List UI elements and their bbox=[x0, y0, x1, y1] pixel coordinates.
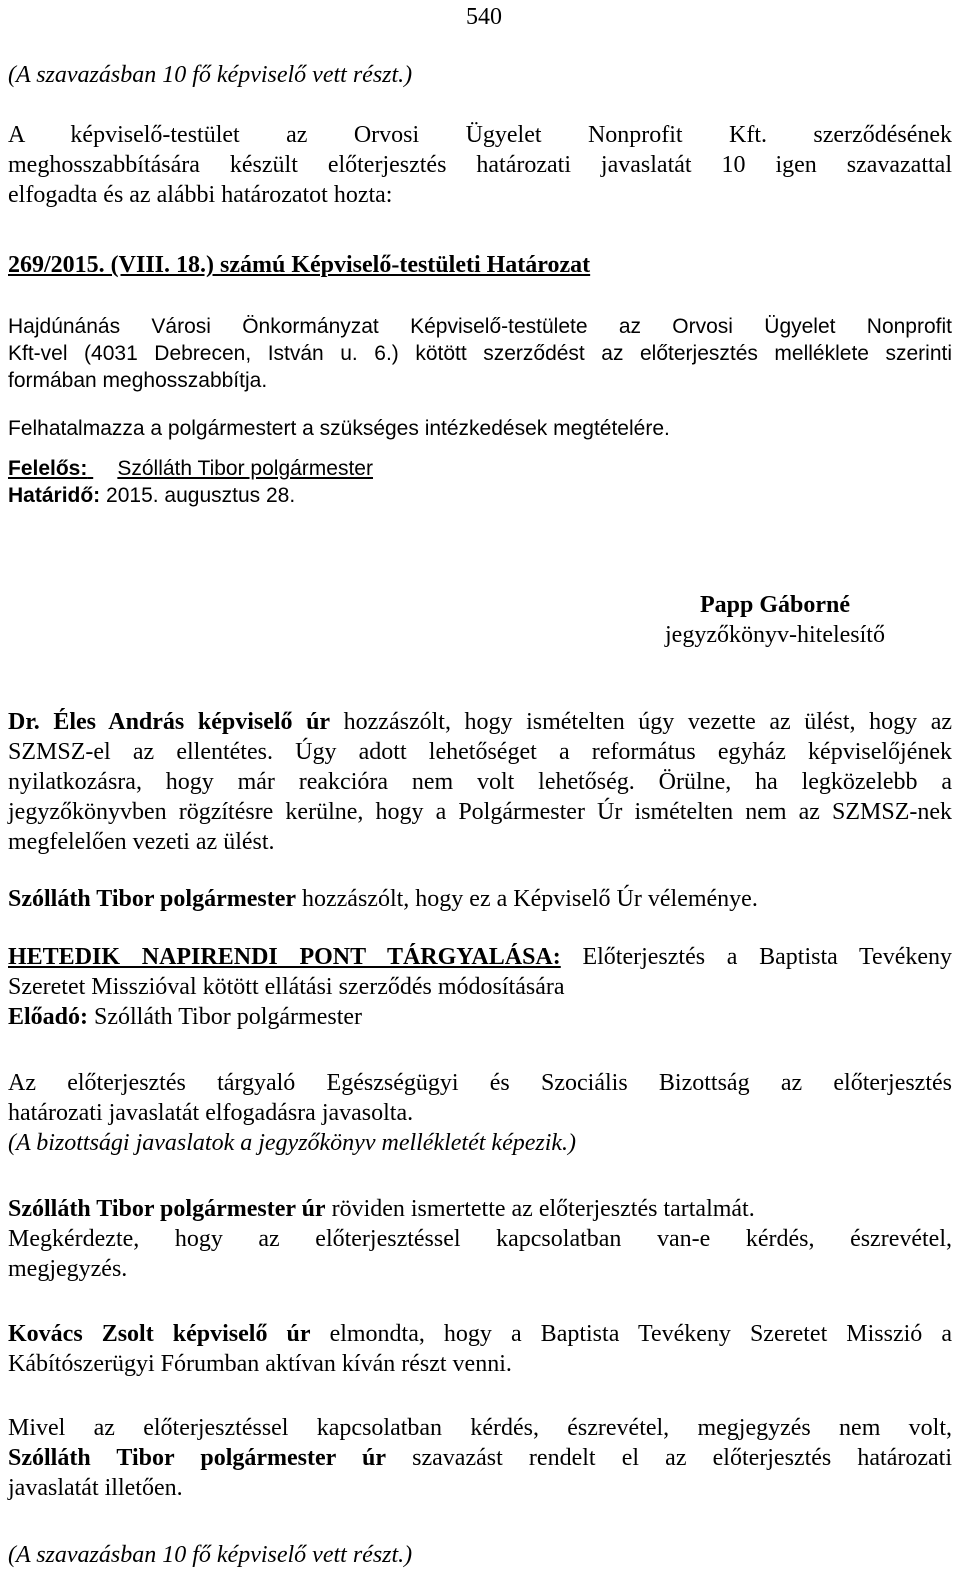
mayor-reply bbox=[8, 884, 952, 914]
agenda7-line: Szeretet Misszióval kötött ellátási szerződés módosítására bbox=[8, 974, 565, 1000]
intro-line: elfogadta és az alábbi határozatot hozta: bbox=[8, 182, 393, 208]
mayor-intro-paragraph bbox=[8, 1194, 952, 1284]
vote-call-paragraph bbox=[8, 1413, 952, 1503]
agenda7-paragraph bbox=[8, 942, 952, 1032]
kovacs-text: elmondta, hogy a Baptista Tevékeny Szeretet Misszió a bbox=[310, 1321, 953, 1347]
mayor-reply-speaker: Szólláth Tibor polgármester bbox=[8, 886, 296, 912]
committee-line: határozati javaslatát elfogadásra javasolta. bbox=[8, 1100, 414, 1126]
mayor-intro-text: röviden ismertette az előterjesztés tartalmát. bbox=[325, 1196, 755, 1222]
deadline-label: Határidő: bbox=[8, 484, 101, 507]
committee-paragraph bbox=[8, 1068, 952, 1158]
mayor-intro-line: Megkérdezte, hogy az előterjesztéssel kapcsolatban van-e kérdés, észrevétel, bbox=[8, 1226, 952, 1252]
presenter-label: Előadó: bbox=[8, 1004, 89, 1030]
mayor-intro-line bbox=[8, 1194, 952, 1224]
presenter-value: Szólláth Tibor polgármester bbox=[88, 1004, 362, 1030]
agenda7-heading: HETEDIK NAPIRENDI PONT TÁRGYALÁSA: bbox=[8, 944, 561, 970]
resolution-authorization: Felhatalmazza a polgármestert a szükséges intézkedések megtételére. bbox=[8, 417, 670, 440]
resolution-line: formában meghosszabbítja. bbox=[8, 369, 268, 392]
mayor-intro-speaker: Szólláth Tibor polgármester úr bbox=[8, 1196, 326, 1222]
intro-paragraph bbox=[8, 120, 952, 210]
resolution-title: 269/2015. (VIII. 18.) számú Képviselő-testületi Határozat bbox=[8, 252, 591, 278]
committee-note: (A bizottsági javaslatok a jegyzőkönyv mellékletét képezik.) bbox=[8, 1130, 577, 1156]
responsible-value: Szólláth Tibor polgármester bbox=[117, 457, 373, 480]
vote-call-text: szavazást rendelt el az előterjesztés határozati bbox=[386, 1445, 952, 1471]
eles-text: hozzászólt, hogy ismételten úgy vezette az ülést, hogy az bbox=[330, 709, 952, 735]
vote-note-bottom: (A szavazásban 10 fő képviselő vett részt.) bbox=[8, 1542, 413, 1568]
vote-call-line: Mivel az előterjesztéssel kapcsolatban kérdés, észrevétel, megjegyzés nem volt, bbox=[8, 1415, 952, 1441]
eles-line: megfelelően vezeti az ülést. bbox=[8, 829, 275, 855]
signature-role: jegyzőkönyv-hitelesítő bbox=[665, 622, 885, 648]
resolution-body bbox=[8, 313, 952, 394]
kovacs-line: Kábítószerügyi Fórumban aktívan kíván részt venni. bbox=[8, 1351, 512, 1377]
signature-name: Papp Gáborné bbox=[699, 592, 851, 618]
mayor-reply-text: hozzászólt, hogy ez a Képviselő Úr véleménye. bbox=[296, 886, 758, 912]
eles-line: nyilatkozásra, hogy már reakcióra nem volt lehetőség. Örülne, ha legközelebb a bbox=[8, 769, 952, 795]
responsible-gap bbox=[87, 455, 117, 482]
eles-line bbox=[8, 707, 952, 737]
mayor-intro-line: megjegyzés. bbox=[8, 1256, 128, 1282]
committee-line: Az előterjesztés tárgyaló Egészségügyi és Szociális Bizottság az előterjesztés bbox=[8, 1070, 952, 1096]
eles-speaker: Dr. Éles András képviselő úr bbox=[8, 709, 331, 735]
eles-line: jegyzőkönyvben rögzítésre kerülne, hogy a Polgármester Úr ismételten nem az SZMSZ-nek bbox=[8, 799, 952, 825]
eles-paragraph bbox=[8, 707, 952, 857]
intro-line: A képviselő-testület az Orvosi Ügyelet Nonprofit Kft. szerződésének bbox=[8, 122, 952, 148]
resolution-line: Kft-vel (4031 Debrecen, István u. 6.) kötött szerződést az előterjesztés melléklete szerinti bbox=[8, 342, 952, 365]
resolution-line: Hajdúnánás Városi Önkormányzat Képviselő-testülete az Orvosi Ügyelet Nonprofit bbox=[8, 315, 952, 338]
deadline-row bbox=[8, 482, 952, 509]
page-number: 540 bbox=[466, 4, 502, 30]
agenda7-text: Előterjesztés a Baptista Tevékeny bbox=[560, 944, 952, 970]
kovacs-speaker: Kovács Zsolt képviselő úr bbox=[8, 1321, 311, 1347]
vote-note-top: (A szavazásban 10 fő képviselő vett részt.) bbox=[8, 62, 413, 88]
eles-line: SZMSZ-el az ellentétes. Úgy adott lehetőséget a református egyház képviselőjének bbox=[8, 739, 952, 765]
intro-line: meghosszabbítására készült előterjesztés határozati javaslatát 10 igen szavazattal bbox=[8, 152, 952, 178]
vote-call-line: javaslatát illetően. bbox=[8, 1475, 183, 1501]
responsible-row bbox=[8, 455, 952, 482]
responsible-label: Felelős: bbox=[8, 457, 88, 480]
kovacs-paragraph bbox=[8, 1319, 952, 1379]
deadline-value: 2015. augusztus 28. bbox=[106, 484, 296, 507]
agenda7-line bbox=[8, 942, 952, 972]
agenda7-presenter bbox=[8, 1002, 952, 1032]
vote-call-line bbox=[8, 1443, 952, 1473]
kovacs-line bbox=[8, 1319, 952, 1349]
vote-call-speaker: Szólláth Tibor polgármester úr bbox=[8, 1445, 387, 1471]
